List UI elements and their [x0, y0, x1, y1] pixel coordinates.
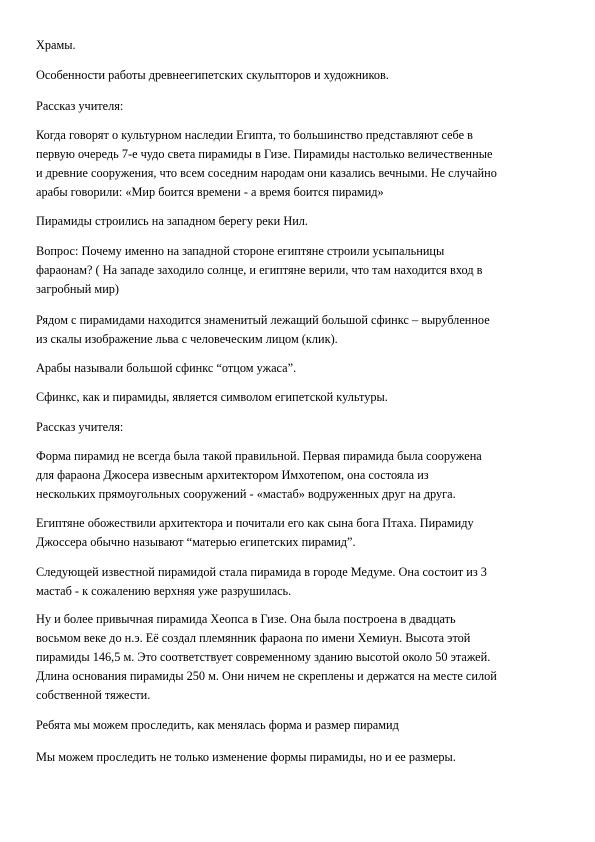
paragraph-first-pyramid: [36, 447, 566, 504]
paragraph-sizes: [36, 748, 566, 767]
text-line: собственной тяжести.: [36, 688, 151, 702]
paragraph-meidum: [36, 563, 566, 601]
text-line: Когда говорят о культурном наследии Египта, то большинство представляют себе в: [36, 128, 473, 142]
text-line: Следующей известной пирамидой стала пирамида в городе Медуме. Она состоит из 3: [36, 565, 487, 579]
text-line: и древние сооружения, что всем соседним народам они казались вечными. Не случайно: [36, 166, 497, 180]
text-line: восьмом веке до н.э. Её создал племянник фараона по имени Хемиун. Высота этой: [36, 631, 471, 645]
text-line: Мы можем проследить не только изменение формы пирамиды, но и ее размеры.: [36, 750, 456, 764]
text-line: Ребята мы можем проследить, как менялась форма и размер пирамид: [36, 718, 399, 732]
section-heading-temples: [36, 36, 566, 55]
section-heading-sculptors: [36, 66, 566, 85]
paragraph-cultural-heritage: [36, 126, 566, 202]
text-line: нескольких прямоугольных сооружений - «мастаб» водруженных друг на друга.: [36, 487, 456, 501]
paragraph-question: [36, 242, 566, 299]
text-line: Вопрос: Почему именно на западной стороне египтяне строили усыпальницы: [36, 244, 445, 258]
text-line: для фараона Джосера извесным архитектором Имхотепом, она состояла из: [36, 468, 429, 482]
text-line: Джоссера обычно называют “матерью египетских пирамид”.: [36, 535, 356, 549]
text-line: Арабы называли большой сфинкс “отцом ужаса”.: [36, 361, 297, 375]
paragraph-form-size: [36, 716, 566, 735]
text-line: Сфинкс, как и пирамиды, является символом египетской культуры.: [36, 390, 388, 404]
text-line: арабы говорили: «Мир боится времени - а время боится пирамид»: [36, 185, 384, 199]
text-line: загробный мир): [36, 282, 120, 296]
text-line: Пирамиды строились на западном берегу реки Нил.: [36, 214, 308, 228]
text-line: Египтяне обожествили архитектора и почитали его как сына бога Птаха. Пирамиду: [36, 516, 474, 530]
paragraph-sphinx-symbol: [36, 388, 566, 407]
paragraph-architect: [36, 514, 566, 552]
teacher-story-label: [36, 97, 566, 116]
text-line: Форма пирамид не всегда была такой правильной. Первая пирамида была сооружена: [36, 449, 482, 463]
text-line: Ну и более привычная пирамида Хеопса в Гизе. Она была построена в двадцать: [36, 612, 456, 626]
paragraph-west-bank: [36, 212, 566, 231]
text-line: Рассказ учителя:: [36, 99, 124, 113]
text-line: Храмы.: [36, 38, 76, 52]
text-line: Рядом с пирамидами находится знаменитый лежащий большой сфинкс – вырубленное: [36, 313, 490, 327]
text-line: Особенности работы древнеегипетских скульпторов и художников.: [36, 68, 389, 82]
text-line: мастаб - к сожалению верхняя уже разрушилась.: [36, 584, 292, 598]
text-line: Рассказ учителя:: [36, 420, 124, 434]
text-line: Длина основания пирамиды 250 м. Они ничем не скреплены и держатся на месте силой: [36, 669, 497, 683]
text-line: фараонам? ( На западе заходило солнце, и египтяне верили, что там находится вход в: [36, 263, 483, 277]
text-line: из скалы изображение льва с человеческим лицом (клик).: [36, 332, 338, 346]
text-line: первую очередь 7-е чудо света пирамиды в Гизе. Пирамиды настолько величественные: [36, 147, 493, 161]
paragraph-father-of-terror: [36, 359, 566, 378]
paragraph-cheops: [36, 610, 566, 705]
teacher-story-label-2: [36, 418, 566, 437]
paragraph-sphinx: [36, 311, 566, 349]
text-line: пирамиды 146,5 м. Это соответствует современному зданию высотой около 50 этажей.: [36, 650, 491, 664]
